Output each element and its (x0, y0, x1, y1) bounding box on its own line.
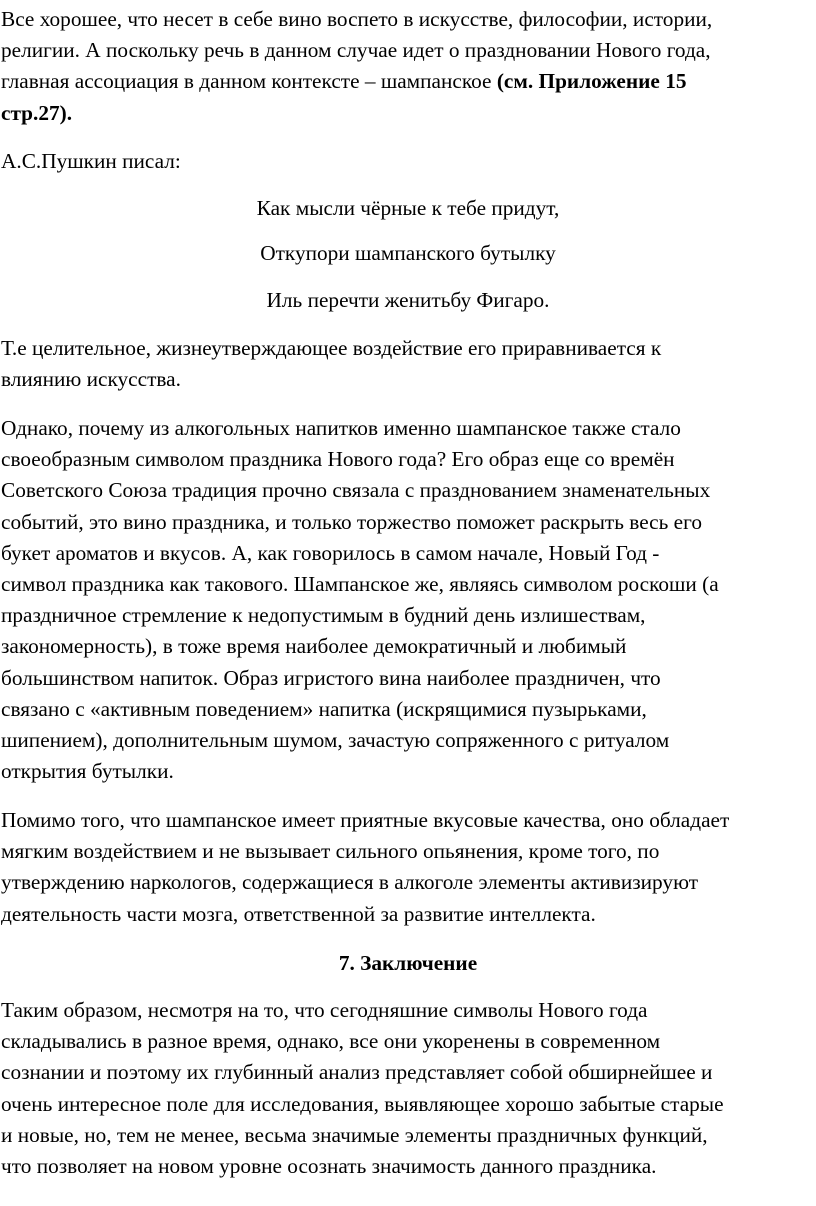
text-line: большинством напиток. Образ игристого вина наиболее праздничен, что (1, 665, 661, 690)
text-line: букет ароматов и вкусов. А, как говорилось в самом начале, Новый Год - (1, 540, 660, 565)
text-line: религии. А поскольку речь в данном случае идет о праздновании Нового года, (1, 38, 711, 63)
text-line: Помимо того, что шампанское имеет приятные вкусовые качества, оно обладает (1, 808, 730, 832)
text-line: деятельность части мозга, ответственной за развитие интеллекта. (1, 901, 596, 926)
text-segment: главная ассоциация в данном контексте – шампанское (1, 69, 497, 94)
paragraph-conclusion (1, 995, 816, 1182)
text-line: Т.е целительное, жизнеутверждающее воздействие его приравнивается к (1, 336, 662, 360)
section-heading (0, 948, 816, 979)
text-line: шипением), дополнительным шумом, зачастую сопряженного с ритуалом (1, 728, 670, 753)
text-line: событий, это вино праздника, и только торжество поможет раскрыть весь его (1, 509, 702, 534)
text-line: очень интересное поле для исследования, выявляющее хорошо забытые старые (1, 1091, 724, 1116)
paragraph-pushkin (1, 146, 816, 177)
text-line: и новые, но, тем не менее, весьма значимые элементы праздничных функций, (1, 1122, 708, 1147)
text-line: Все хорошее, что несет в себе вино воспето в искусстве, философии, истории, (1, 7, 713, 31)
text-line: Советского Союза традиция прочно связала с празднованием знаменательных (1, 478, 711, 503)
text-line: символ праздника как такового. Шампанское же, являясь символом роскоши (а (1, 572, 719, 597)
text-line: открытия бутылки. (1, 759, 174, 784)
paragraph-intro (1, 4, 816, 129)
appendix-reference-page: стр.27). (1, 100, 73, 125)
poem-line-3: Иль перечти женитьбу Фигаро. (266, 288, 550, 312)
text-line: утверждению наркологов, содержащиеся в алкоголе элементы активизируют (1, 870, 699, 895)
paragraph-qualities (1, 805, 816, 930)
paragraph-champagne-symbol (1, 413, 816, 787)
section-heading-text: 7. Заключение (338, 951, 478, 975)
paragraph-effect (1, 333, 816, 395)
text-line: что позволяет на новом уровне осознать значимость данного праздника. (1, 1154, 657, 1179)
text-line (1, 98, 816, 129)
text-line: мягким воздействием и не вызывает сильного опьянения, кроме того, по (1, 839, 660, 864)
text-line: Однако, почему из алкогольных напитков именно шампанское также стало (1, 416, 681, 440)
text-line: праздничное стремление к недопустимым в будний день излишествам, (1, 603, 646, 628)
text-line: сознании и поэтому их глубинный анализ представляет собой обширнейшее и (1, 1060, 713, 1085)
text-line: влиянию искусства. (1, 367, 181, 392)
poem-line-2: Откупори шампанского бутылку (260, 241, 556, 265)
poem-line-1: Как мысли чёрные к тебе придут, (256, 196, 560, 220)
text-line: закономерность), в тоже время наиболее демократичный и любимый (1, 634, 627, 659)
text-line: Таким образом, несмотря на то, что сегодняшние символы Нового года (1, 998, 648, 1022)
text-line: складывались в разное время, однако, все они укоренены в современном (1, 1029, 661, 1054)
text-line: А.С.Пушкин писал: (1, 149, 181, 173)
appendix-reference: (см. Приложение 15 (496, 69, 687, 94)
text-line (1, 66, 816, 97)
text-line: своеобразным символом праздника Нового года? Его образ еще со времён (1, 447, 675, 472)
text-line: связано с «активным поведением» напитка (искрящимися пузырьками, (1, 696, 647, 721)
